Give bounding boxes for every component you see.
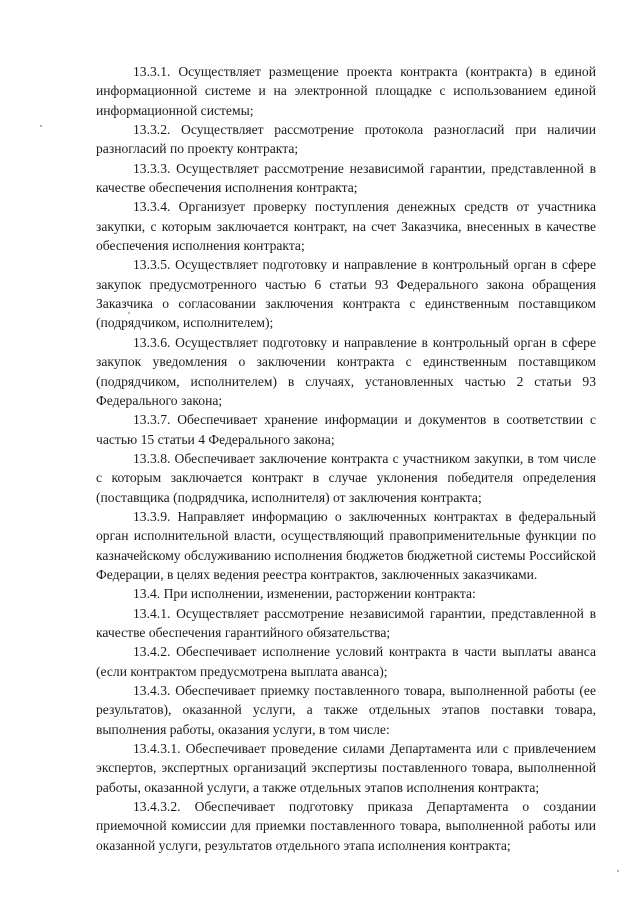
paragraph-13-3-2: 13.3.2. Осуществляет рассмотрение протокола разногласий при наличии разногласий по проекту контракта; (96, 122, 596, 157)
paragraph-13-3-1: 13.3.1. Осуществляет размещение проекта контракта (контракта) в единой информационной системе и на электронной площадке с использованием единой информационной системы; (96, 64, 596, 118)
paragraph-13-3-8: 13.3.8. Обеспечивает заключение контракта с участником закупки, в том числе с которым заключается контракт в случае уклонения победителя определения (поставщика (подрядчика, исполнителя) от заключения контракта; (96, 450, 596, 505)
scan-speck (617, 870, 619, 872)
paragraph-13-3-9: 13.3.9. Направляет информацию о заключенных контрактах в федеральный орган исполнительной власти, осуществляющий правоприменительные функции по казначейскому обслуживанию исполнения бюджетов бюджетной системы Российской Федерации, в целях ведения реестра контрактов, заключенных заказчиками. (96, 508, 596, 582)
paragraph-13-3-6: 13.3.6. Осуществляет подготовку и направление в контрольный орган в сфере закупок уведомления о заключении контракта с единственным поставщиком (подрядчиком, исполнителем) в случаях, установленных частью 2 статьи 93 Федерального закона; (96, 334, 596, 408)
scan-speck (128, 312, 130, 314)
paragraph-13-4-3-2: 13.4.3.2. Обеспечивает подготовку приказа Департамента о создании приемочной комиссии для приемки поставленного товара, выполненной работы или оказанной услуги, результатов отдельного этапа исполнения контракта; (96, 799, 596, 853)
paragraph-13-4-1: 13.4.1. Осуществляет рассмотрение независимой гарантии, представленной в качестве обеспечения гарантийного обязательства; (96, 605, 596, 640)
paragraph-13-3-4: 13.3.4. Организует проверку поступления денежных средств от участника закупки, с которым заключается контракт, на счет Заказчика, внесенных в качестве обеспечения исполнения контракта; (96, 199, 596, 254)
paragraph-13-4: 13.4. При исполнении, изменении, расторжении контракта: (133, 586, 476, 602)
paragraph-13-4-3-1: 13.4.3.1. Обеспечивает проведение силами Департамента или с привлечением экспертов, экспертных организаций экспертизы поставленного товара, выполненной работы, оказанной услуги, а также отдельных этапов исполнения контракта; (96, 741, 596, 795)
paragraph-13-3-5: 13.3.5. Осуществляет подготовку и направление в контрольный орган в сфере закупок предусмотренного частью 6 статьи 93 Федерального закона обращения Заказчика о согласовании заключения контракта с единственным поставщиком (подрядчиком, исполнителем); (96, 257, 596, 331)
paragraph-13-4-2: 13.4.2. Обеспечивает исполнение условий контракта в части выплаты аванса (если контрактом предусмотрена выплата аванса); (96, 644, 596, 679)
paragraph-13-4-3: 13.4.3. Обеспечивает приемку поставленного товара, выполненной работы (ее результатов), оказанной услуги, а также отдельных этапов поставки товара, выполнения работы, оказания услуги, в том числе: (96, 683, 596, 737)
paragraph-13-3-3: 13.3.3. Осуществляет рассмотрение независимой гарантии, представленной в качестве обеспечения исполнения контракта; (96, 160, 596, 196)
scan-speck (40, 125, 42, 127)
paragraph-13-3-7: 13.3.7. Обеспечивает хранение информации и документов в соответствии с частью 15 статьи 4 Федерального закона; (96, 412, 596, 447)
